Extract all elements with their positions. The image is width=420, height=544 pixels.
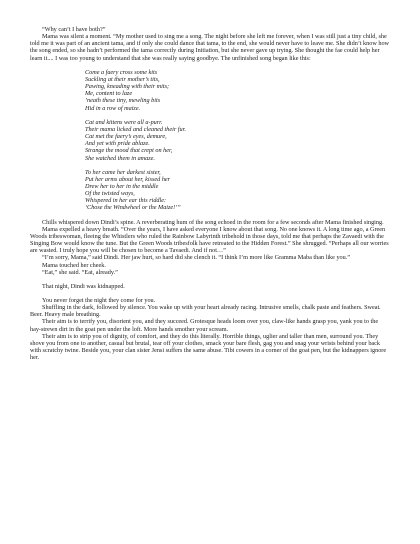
paragraph: Chills whispered down Dindi’s spine. A reverberating hum of the song echoed in the room for a few seconds after Mama finished singing.: [42, 218, 384, 226]
paragraph: You never forget the night they come for you.: [42, 297, 156, 304]
section-gap: [30, 290, 390, 297]
verse-line: Of the twisted ways,: [85, 190, 135, 198]
paragraph: “Eat,” she said. “Eat, already.”: [42, 268, 118, 276]
verse-line: Cat and kittens were all a-purr.: [85, 118, 163, 126]
verse-line: To her came her darkest sister,: [85, 168, 161, 176]
section-gap: [30, 276, 390, 283]
verse-line: Put her arms about her, kissed her: [85, 175, 171, 183]
stanza: [85, 169, 390, 212]
verse-line: ’neath these tiny, mewling bits: [85, 97, 161, 105]
paragraph: Mama touched her cheek.: [42, 261, 106, 269]
stanza: [85, 119, 390, 162]
verse-line: She watched them in amaze.: [85, 154, 155, 162]
verse-line: Hid in a row of maize.: [85, 104, 141, 112]
song-verse: [85, 69, 390, 212]
verse-line: Me, content to laze: [85, 90, 133, 98]
verse-line: And yet with pride ablaze.: [85, 140, 150, 148]
paragraph: “I’m sorry, Mama,” said Dindi. Her jaw hurt, so hard did she clench it. “I think I’m more like Gramma Maba than like you.”: [42, 254, 351, 262]
verse-line: ‘Chose the Windwheel or the Maize!’”: [85, 204, 181, 212]
paragraph: Mama was silent a moment. “My mother used to sing me a song. The night before she left me forever, when I was still just a tiny child, she told me it was part of an ancient tama, and if only she could dance that tama, to the end, she would never have to leave me. She didn’t know how the song ended, so she hadn’t performed the tama correctly during Initiation, but she never gave up trying. She thought the fae could help her learn it.... I was too young to understand that she was really saying goodbye. The unfinished song began like this:: [30, 33, 390, 62]
paragraph: “Why can’t I have both?”: [42, 26, 106, 33]
verse-line: Their mama licked and cleaned their fur.: [85, 125, 186, 133]
verse-line: Whispered in her ear this riddle:: [85, 197, 167, 205]
verse-line: Strange the mood that crept on her,: [85, 147, 173, 155]
stanza: [85, 69, 390, 112]
paragraph: Shuffling in the dark, followed by silence. You wake up with your heart already racing. Intrusive smells, chalk paste and feathers. Sweat. Beer. Heavy male breathing.: [30, 304, 381, 319]
verse-line: Cat met the faery’s eyes, demure,: [85, 133, 167, 141]
verse-line: Drew her to her in the middle: [85, 182, 159, 190]
paragraph: Their aim is to strip you of dignity, of comfort, and they do this literally. Horrible things, uglier and taller than men, surround you. They shove you from one to another, casual but brutal, tear off your clothes, smack your bare flesh, gag you and snag your wrists behind your back with scratchy twine. Beside you, your clan sister Jensi suffers the same abuse. Tibi cowers in a corner of the goat pen, but the kidnappers ignore her.: [30, 332, 387, 362]
paragraph: Their aim is to terrify you, disorient you, and they succeed. Grotesque heads loom over you, claw-like hands grasp you, yank you to the hay-strewn dirt in the goat pen under the loft. More hands smother your scream.: [30, 318, 379, 333]
verse-line: Come a faery cross some kits: [85, 68, 158, 76]
verse-line: Pawing, kneading with their mits;: [85, 83, 170, 91]
kidnapped-line: That night, Dindi was kidnapped.: [42, 282, 125, 290]
paragraph: Mama expelled a heavy breath. “Over the years, I have asked everyone I know about that song. No one knows it. A long time ago, a Green Woods tribeswoman, fleeing the Whistlers who ruled the Rainbow Labyrinth tribehold in those days, told me that perhaps the Zavaedi with the Singing Bow would know the tune. But the Green Woods tribesfolk have retreated to the Hidden Forest.” She shrugged. “Perhaps all our worries are wasted. I truly hope you will be chosen to become a Tavaedi. And if not…”: [30, 225, 389, 255]
verse-line: Suckling at their mother’s tits,: [85, 75, 160, 83]
